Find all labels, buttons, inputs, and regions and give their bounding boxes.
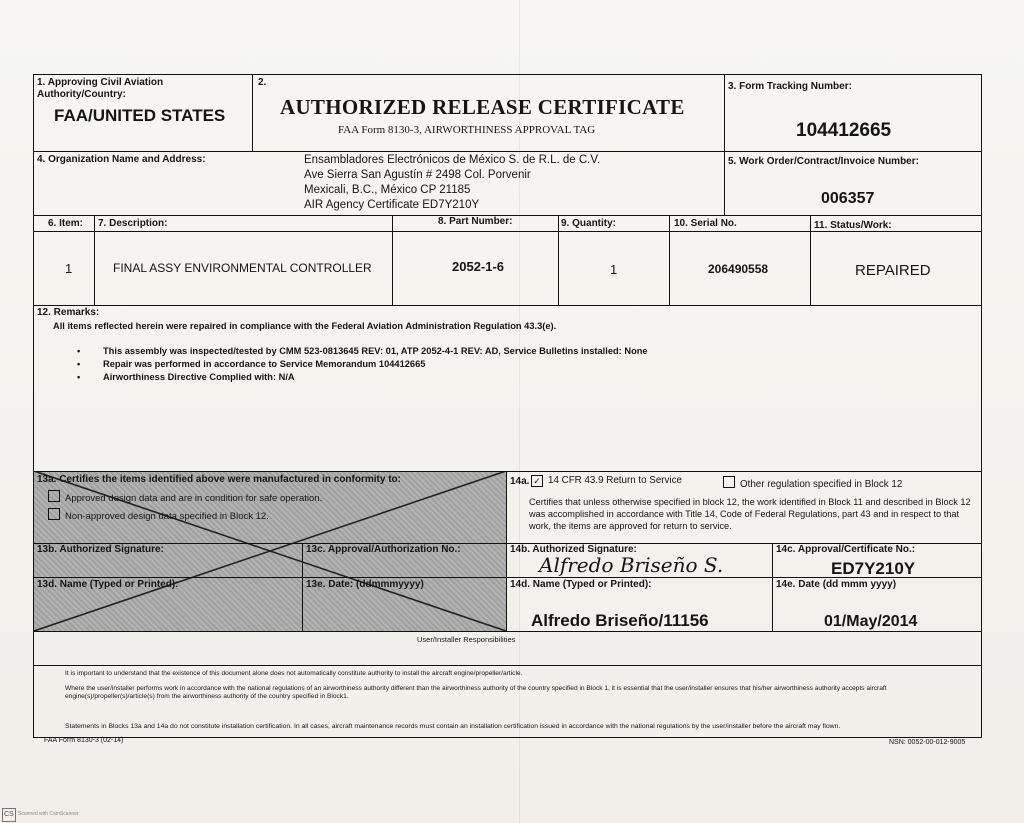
rule-row4 xyxy=(34,305,981,306)
rule-row8 xyxy=(34,631,981,632)
form-identifier: FAA Form 8130-3 (02-14) xyxy=(44,737,124,744)
remarks-bullets xyxy=(77,345,648,384)
item-status: REPAIRED xyxy=(855,262,931,279)
work-order-number: 006357 xyxy=(821,190,875,207)
block13e-label: 13e. Date: (ddmmmyyyy) xyxy=(306,579,424,590)
rule-row9 xyxy=(34,665,981,666)
item-description: FINAL ASSY ENVIRONMENTAL CONTROLLER xyxy=(113,261,372,275)
block4-label: 4. Organization Name and Address: xyxy=(37,154,206,165)
block1-value: FAA/UNITED STATES xyxy=(54,106,226,125)
col-item-label: 6. Item: xyxy=(48,218,84,229)
block13b-label: 13b. Authorized Signature: xyxy=(37,544,164,555)
rule-v-serial xyxy=(810,215,811,305)
form-title: AUTHORIZED RELEASE CERTIFICATE xyxy=(280,95,685,119)
responsibilities-p2: Where the user/installer performs work in accordance with the national regulations of an airworthiness authority different than the airworthiness authority of the country specified in Block 1, it is essential that the user/installer ensures that his/her airworthiness authority accepts aircraft engine(s)/propeller(s)/article(s) from the airworthiness authority of the country specified in Block1. xyxy=(65,685,887,700)
block14a-certification-text: Certifies that unless otherwise specified in block 12, the work identified in Block 11 and described in Block 12 was accomplished in accordance with Title 14, Code of Federal Regulations, part 43 and in respect to that work, the items are approved for return to service. xyxy=(529,497,971,531)
responsibilities-p3: Statements in Blocks 13a and 14a do not constitute installation certification. In all cases, aircraft maintenance records must contain an installation certification issued in accordance with the national regulations by the user/installer before the aircraft may flown. xyxy=(65,723,841,730)
block14c-label: 14c. Approval/Certificate No.: xyxy=(776,544,916,555)
rule-v-item xyxy=(94,215,95,305)
org-certificate: AIR Agency Certificate ED7Y210Y xyxy=(304,199,480,211)
block14d-label: 14d. Name (Typed or Printed): xyxy=(510,579,652,590)
block13a-option-approved: Approved design data and are in condition for safe operation. xyxy=(48,490,322,504)
block13d-label: 13d. Name (Typed or Printed): xyxy=(37,579,179,590)
responsibilities-heading: User/Installer Responsibilities xyxy=(417,635,516,644)
responsibilities-p1: It is important to understand that the existence of this document alone does not automatically constitute authority to install the aircraft engine/propeller/article. xyxy=(65,670,523,677)
remarks-bullet: • Airworthiness Directive Complied with: N/A xyxy=(77,372,295,382)
col-serial-label: 10. Serial No. xyxy=(674,218,737,229)
block13c-label: 13c. Approval/Authorization No.: xyxy=(306,544,461,555)
signer-name: Alfredo Briseño/11156 xyxy=(531,611,709,630)
rule-v-14bc xyxy=(772,543,773,631)
form-8130-3 xyxy=(33,74,982,738)
checkbox-checked[interactable]: ✓ xyxy=(531,475,543,487)
col-part-label: 8. Part Number: xyxy=(438,216,513,227)
block5-label: 5. Work Order/Contract/Invoice Number: xyxy=(728,156,919,167)
rule-v-part xyxy=(558,215,559,305)
rule-v-qty xyxy=(669,215,670,305)
col-status-label: 11. Status/Work: xyxy=(814,220,892,231)
block3-label: 3. Form Tracking Number: xyxy=(728,81,852,92)
camscanner-logo: CS xyxy=(2,808,16,822)
item-number: 1 xyxy=(65,261,73,276)
block14a-label: 14a. xyxy=(510,476,530,487)
form-subtitle: FAA Form 8130-3, AIRWORTHINESS APPROVAL TAG xyxy=(338,124,596,136)
org-city: Mexicali, B.C., México CP 21185 xyxy=(304,184,471,196)
block13a-option-nonapproved: Non-approved design data specified in Block 12. xyxy=(48,508,269,522)
org-name: Ensambladores Electrónicos de México S. de R.L. de C.V. xyxy=(304,154,601,166)
block1-label: 1. Approving Civil Aviation Authority/Country: xyxy=(37,77,164,100)
authorized-signature: Alfredo Briseño S. xyxy=(539,553,724,577)
checkbox[interactable] xyxy=(48,508,60,520)
remarks-bullet: • This assembly was inspected/tested by CMM 523-0813645 REV: 01, ATP 2052-4-1 REV: AD, Service Bulletins installed: None xyxy=(77,346,648,356)
checkbox[interactable] xyxy=(723,476,735,488)
release-date: 01/May/2014 xyxy=(824,613,918,630)
block14b-label: 14b. Authorized Signature: xyxy=(510,544,637,555)
rule-v-desc xyxy=(392,215,393,305)
approval-certificate-number: ED7Y210Y xyxy=(831,559,916,578)
remarks-bullet: • Repair was performed in accordance to Service Memorandum 104412665 xyxy=(77,359,426,369)
org-street: Ave Sierra San Agustín # 2498 Col. Porvenir xyxy=(304,169,531,181)
rule-v-13-14 xyxy=(506,471,507,631)
item-serial-number: 206490558 xyxy=(708,262,769,276)
rule-v-b1 xyxy=(252,75,253,151)
rule-row5 xyxy=(34,471,981,472)
col-description-label: 7. Description: xyxy=(98,218,168,229)
organization-address xyxy=(304,153,600,213)
col-quantity-label: 9. Quantity: xyxy=(561,218,617,229)
rule-v-b3 xyxy=(724,75,725,215)
checkbox[interactable] xyxy=(48,490,60,502)
block2-label: 2. xyxy=(258,77,267,88)
remarks-intro: All items reflected herein were repaired in compliance with the Federal Aviation Administration Regulation 43.3(e). xyxy=(53,321,557,331)
nsn-number: NSN: 0052-00-012-9005 xyxy=(889,739,966,746)
block14a-option-return-to-service: ✓ 14 CFR 43.9 Return to Service xyxy=(531,475,682,487)
form-tracking-number: 104412665 xyxy=(796,120,892,141)
item-part-number: 2052-1-6 xyxy=(452,259,505,274)
camscanner-watermark: Scanned with CamScanner xyxy=(18,811,79,817)
rule-row1 xyxy=(34,151,981,152)
item-quantity: 1 xyxy=(610,262,618,277)
remarks-label: 12. Remarks: xyxy=(37,307,100,318)
block14e-label: 14e. Date (dd mmm yyyy) xyxy=(776,579,897,590)
rule-v-13bc xyxy=(302,543,303,631)
block13a-label: 13a. Certifies the items identified above were manufactured in conformity to: xyxy=(37,474,401,485)
block14a-option-other-regulation: Other regulation specified in Block 12 xyxy=(723,476,902,490)
